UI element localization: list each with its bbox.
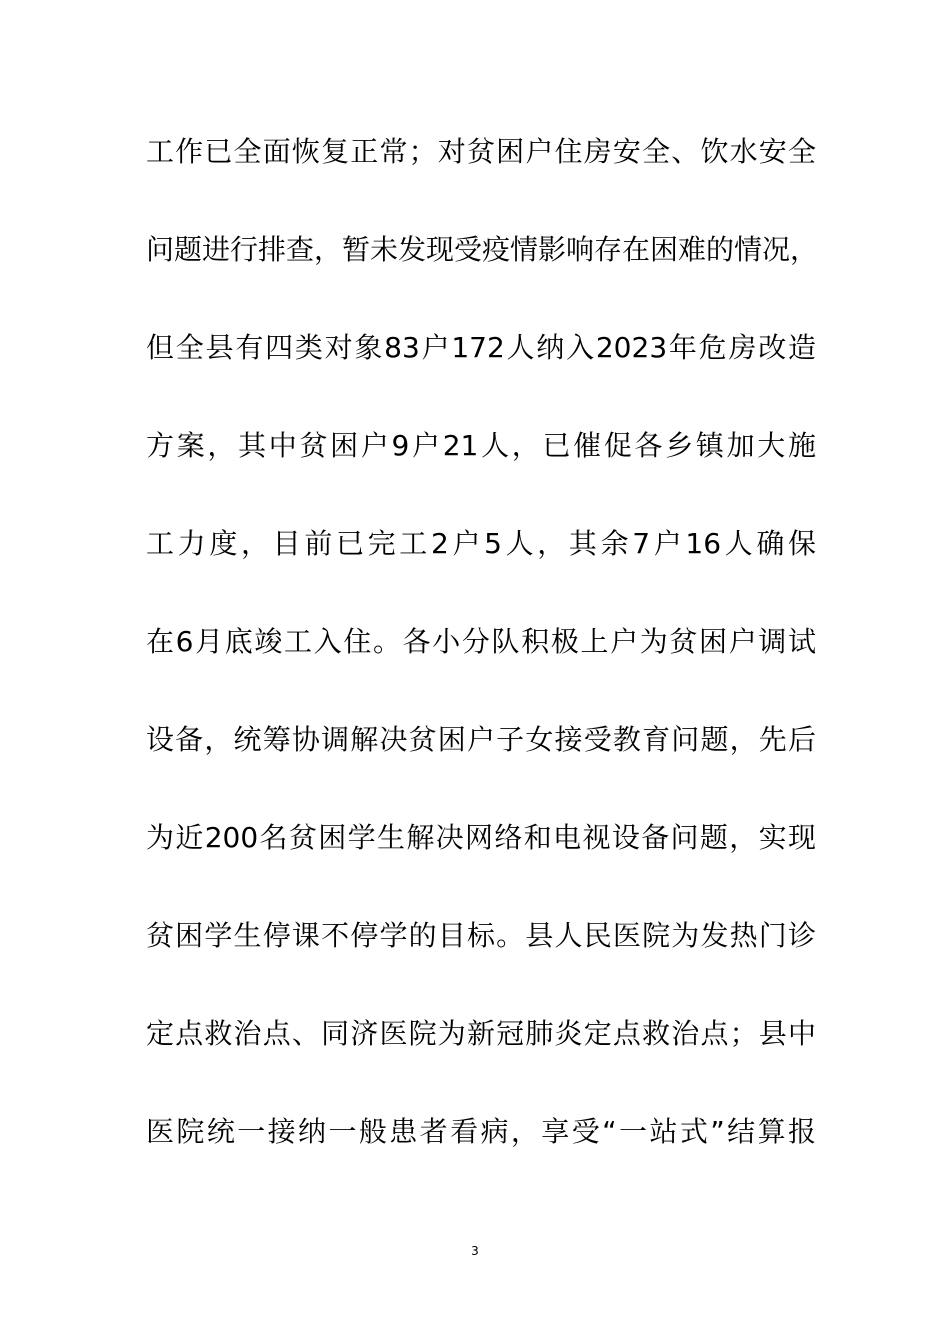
text-line: 工力度，目前已完工2户5人，其余7户16人确保	[146, 527, 816, 560]
text-line: 定点救治点、同济医院为新冠肺炎定点救治点；县中	[146, 1017, 816, 1050]
text-line: 问题进行排查，暂未发现受疫情影响存在困难的情况，	[146, 233, 819, 266]
text-line: 方案，其中贫困户9户21人，已催促各乡镇加大施	[146, 429, 816, 462]
text-line: 医院统一接纳一般患者看病，享受“一站式”结算报	[146, 1115, 816, 1148]
text-line: 但全县有四类对象83户172人纳入2023年危房改造	[146, 331, 816, 364]
text-line: 设备，统筹协调解决贫困户子女接受教育问题，先后	[146, 723, 816, 756]
text-line: 在6月底竣工入住。各小分队积极上户为贫困户调试	[146, 625, 816, 658]
page-number: 3	[471, 1244, 479, 1258]
text-line: 为近200名贫困学生解决网络和电视设备问题，实现	[146, 821, 816, 854]
text-line: 工作已全面恢复正常；对贫困户住房安全、饮水安全	[146, 135, 816, 168]
text-line: 贫困学生停课不停学的目标。县人民医院为发热门诊	[146, 919, 816, 952]
body-paragraph	[146, 124, 819, 1202]
